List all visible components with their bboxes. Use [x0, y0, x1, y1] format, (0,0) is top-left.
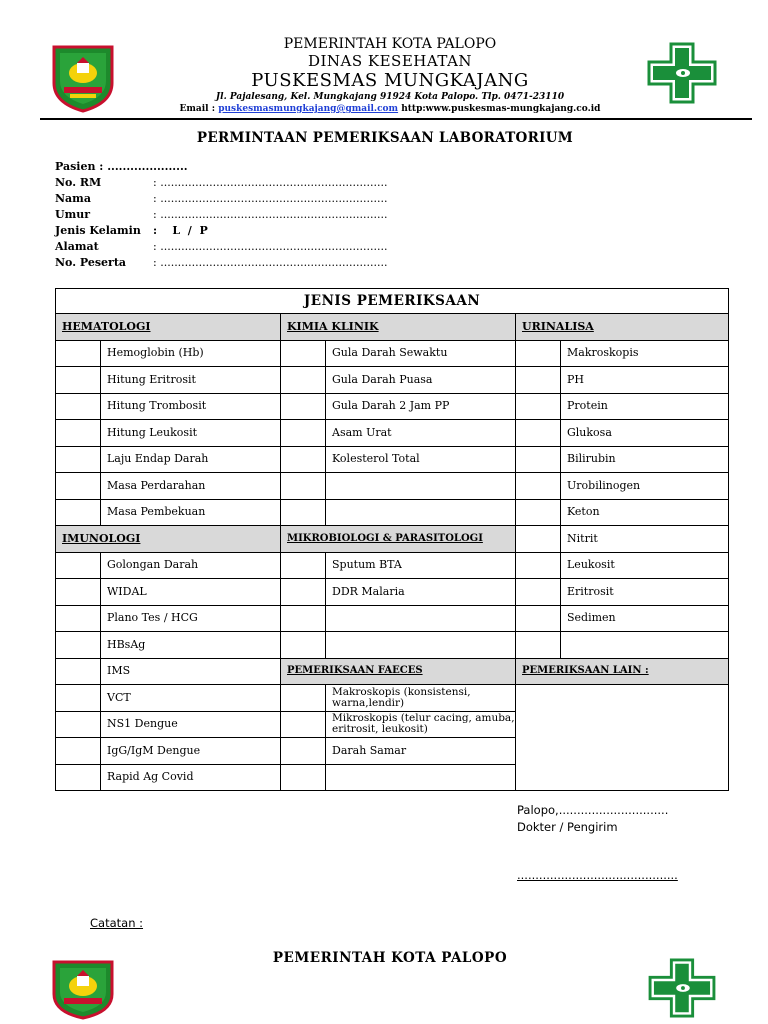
checkbox-cell[interactable] [56, 393, 101, 420]
email-link[interactable]: puskesmasmungkajang@gmail.com [218, 104, 399, 114]
faeces-item: Makroskopis (konsistensi, warna,lendir) [326, 685, 516, 712]
urinalisa-item: Keton [561, 499, 729, 526]
urinalisa-item: Urobilinogen [561, 473, 729, 500]
table-title: JENIS PEMERIKSAAN [56, 289, 729, 314]
patient-row [55, 208, 387, 221]
checkbox-cell[interactable] [516, 473, 561, 500]
checkbox-cell[interactable] [281, 579, 326, 606]
field-label: No. RM [55, 176, 102, 189]
urinalisa-item: Leukosit [561, 552, 729, 579]
section-urinalisa: URINALISA [516, 314, 729, 341]
checkbox-cell[interactable] [516, 499, 561, 526]
checkbox-cell[interactable] [56, 473, 101, 500]
checkbox-cell[interactable] [56, 764, 101, 791]
empty-cell [326, 499, 516, 526]
section-imunologi: IMUNOLOGI [56, 526, 281, 553]
puskesmas-plus-logo [647, 958, 717, 1018]
section-hematologi: HEMATOLOGI [56, 314, 281, 341]
kimia-item: Asam Urat [326, 420, 516, 447]
checkbox-cell[interactable] [281, 552, 326, 579]
patient-row [55, 240, 387, 253]
checkbox-cell[interactable] [56, 711, 101, 738]
urinalisa-item: Eritrosit [561, 579, 729, 606]
header-divider [40, 118, 752, 120]
hematologi-item: Hemoglobin (Hb) [101, 340, 281, 367]
empty-cell [326, 605, 516, 632]
checkbox-cell[interactable] [56, 579, 101, 606]
section-kimia-klinik: KIMIA KLINIK [281, 314, 516, 341]
imunologi-item: IMS [101, 658, 281, 685]
field-label: No. Peserta [55, 256, 127, 269]
urinalisa-item: PH [561, 367, 729, 394]
imunologi-item: VCT [101, 685, 281, 712]
faeces-item: Mikroskopis (telur cacing, amuba, eritrosit, leukosit) [326, 711, 516, 738]
checkbox-cell[interactable] [516, 420, 561, 447]
checkbox-cell[interactable] [56, 658, 101, 685]
checkbox-cell[interactable] [281, 340, 326, 367]
kimia-item: Kolesterol Total [326, 446, 516, 473]
hematologi-item: Hitung Trombosit [101, 393, 281, 420]
checkbox-cell[interactable] [281, 367, 326, 394]
checkbox-cell[interactable] [281, 446, 326, 473]
hematologi-item: Masa Perdarahan [101, 473, 281, 500]
checkbox-cell[interactable] [56, 605, 101, 632]
palopo-emblem-logo [50, 43, 116, 113]
patient-row [55, 256, 387, 269]
field-label: Umur [55, 208, 91, 221]
website-text: http:www.puskesmas-mungkajang.co.id [398, 104, 601, 114]
signature-place: Palopo,.............................. [517, 803, 669, 817]
email-label: Email : [179, 104, 219, 114]
patient-name-line [55, 160, 188, 173]
urinalisa-item: Nitrit [561, 526, 729, 553]
no-rm-field[interactable]: : ................................................................. [153, 176, 388, 189]
checkbox-cell[interactable] [281, 711, 326, 738]
empty-cell [326, 632, 516, 659]
checkbox-cell[interactable] [56, 632, 101, 659]
notes-label: Catatan : [90, 916, 144, 930]
field-label: Nama [55, 192, 91, 205]
gender-field[interactable]: : L / P [153, 224, 208, 237]
checkbox-cell[interactable] [516, 579, 561, 606]
checkbox-cell[interactable] [56, 738, 101, 765]
checkbox-cell[interactable] [281, 473, 326, 500]
field-label: Alamat [55, 240, 99, 253]
checkbox-cell[interactable] [516, 632, 561, 659]
hematologi-item: Hitung Eritrosit [101, 367, 281, 394]
exam-table [55, 288, 729, 791]
patient-row [55, 224, 208, 237]
checkbox-cell[interactable] [281, 393, 326, 420]
imunologi-item: IgG/IgM Dengue [101, 738, 281, 765]
faeces-item: Darah Samar [326, 738, 516, 765]
checkbox-cell[interactable] [281, 685, 326, 712]
form-title: PERMINTAAN PEMERIKSAAN LABORATORIUM [196, 130, 574, 146]
checkbox-cell[interactable] [516, 393, 561, 420]
checkbox-cell[interactable] [516, 605, 561, 632]
checkbox-cell[interactable] [56, 685, 101, 712]
checkbox-cell[interactable] [516, 552, 561, 579]
signature-line[interactable]: ............................................ [517, 868, 678, 882]
footer-gov-title: PEMERINTAH KOTA PALOPO [272, 950, 508, 966]
no-peserta-field[interactable]: : ................................................................. [153, 256, 388, 269]
section-faeces: PEMERIKSAAN FAECES [281, 658, 516, 685]
section-mikrobiologi: MIKROBIOLOGI & PARASITOLOGI [281, 526, 516, 553]
urinalisa-item: Glukosa [561, 420, 729, 447]
section-pemeriksaan-lain: PEMERIKSAAN LAIN : [516, 658, 729, 685]
patient-row [55, 192, 387, 205]
imunologi-item: Golongan Darah [101, 552, 281, 579]
imunologi-item: HBsAg [101, 632, 281, 659]
header-gov-title: PEMERINTAH KOTA PALOPO [283, 36, 497, 52]
checkbox-cell[interactable] [56, 420, 101, 447]
empty-cell [326, 473, 516, 500]
pemeriksaan-lain-area[interactable] [516, 685, 729, 791]
hematologi-item: Hitung Leukosit [101, 420, 281, 447]
puskesmas-plus-logo [647, 42, 717, 104]
checkbox-cell[interactable] [516, 446, 561, 473]
header-dept-title: DINAS KESEHATAN [307, 52, 473, 70]
checkbox-cell[interactable] [516, 367, 561, 394]
urinalisa-item: Protein [561, 393, 729, 420]
hematologi-item: Masa Pembekuan [101, 499, 281, 526]
kimia-item: Gula Darah 2 Jam PP [326, 393, 516, 420]
signature-role: Dokter / Pengirim [517, 820, 618, 834]
checkbox-cell[interactable] [281, 420, 326, 447]
checkbox-cell[interactable] [281, 738, 326, 765]
patient-row [55, 176, 387, 189]
pasien-field: Pasien : ..................... [55, 160, 188, 173]
mikro-item: Sputum BTA [326, 552, 516, 579]
nama-field[interactable]: : ................................................................. [153, 192, 388, 205]
umur-field[interactable]: : ................................................................. [153, 208, 388, 221]
header-contact [140, 104, 640, 114]
urinalisa-item: Makroskopis [561, 340, 729, 367]
checkbox-cell[interactable] [281, 764, 326, 791]
checkbox-cell[interactable] [281, 632, 326, 659]
hematologi-item: Laju Endap Darah [101, 446, 281, 473]
header-puskesmas-title: PUSKESMAS MUNGKAJANG [251, 70, 529, 91]
urinalisa-item: Sedimen [561, 605, 729, 632]
imunologi-item: Plano Tes / HCG [101, 605, 281, 632]
palopo-emblem-logo [50, 958, 116, 1020]
checkbox-cell[interactable] [56, 499, 101, 526]
urinalisa-item: Bilirubin [561, 446, 729, 473]
alamat-field[interactable]: : ................................................................. [153, 240, 388, 253]
checkbox-cell[interactable] [516, 526, 561, 553]
checkbox-cell[interactable] [516, 340, 561, 367]
checkbox-cell[interactable] [56, 340, 101, 367]
empty-cell [326, 764, 516, 791]
checkbox-cell[interactable] [281, 605, 326, 632]
checkbox-cell[interactable] [56, 446, 101, 473]
checkbox-cell[interactable] [281, 499, 326, 526]
checkbox-cell[interactable] [56, 552, 101, 579]
imunologi-item: Rapid Ag Covid [101, 764, 281, 791]
empty-cell [561, 632, 729, 659]
checkbox-cell[interactable] [56, 367, 101, 394]
header-address: Jl. Pajalesang, Kel. Mungkajang 91924 Kota Palopo. Tlp. 0471-23110 [215, 92, 565, 102]
kimia-item: Gula Darah Puasa [326, 367, 516, 394]
mikro-item: DDR Malaria [326, 579, 516, 606]
imunologi-item: WIDAL [101, 579, 281, 606]
imunologi-item: NS1 Dengue [101, 711, 281, 738]
kimia-item: Gula Darah Sewaktu [326, 340, 516, 367]
field-label: Jenis Kelamin [55, 224, 141, 237]
